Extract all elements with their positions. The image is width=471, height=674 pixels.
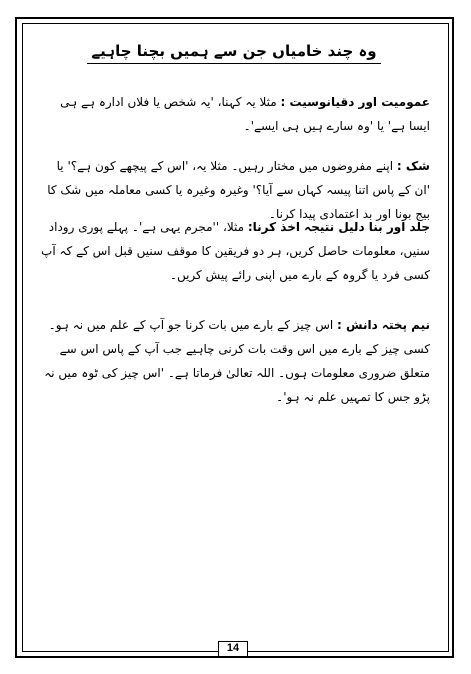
paragraph-text: مثلا، ''مجرم یہی ہے'۔ پہلے پوری روداد سنیں، معلومات حاصل کریں، ہر دو فریقین کا موقف سنیں قبل اس کے کہ آپ کسی فرد یا گروہ کے بارے میں اپنی رائے پیش کریں۔ <box>41 220 430 282</box>
paragraph-half-knowledge <box>38 313 430 409</box>
paragraph-term: نیم پختہ دانش : <box>337 318 430 332</box>
paragraph-term: عمومیت اور دقیانوسیت : <box>280 95 430 109</box>
paragraph-text: مثلا یہ کہنا، 'یہ شخص یا فلاں ادارہ ہے ہی ایسا ہے' یا 'وہ سارے ہیں ہی ایسے'۔ <box>60 95 430 133</box>
page-title <box>38 40 430 64</box>
page-content <box>38 40 430 404</box>
paragraph-term: جلد اور بنا دلیل نتیجہ اخذ کرنا: <box>247 220 430 234</box>
page-title-text: وہ چند خامیاں جن سے ہمیں بچنا چاہیے <box>87 40 380 64</box>
paragraph-term: شک : <box>396 159 430 173</box>
paragraph-hasty-conclusion <box>38 215 430 287</box>
page-number: 14 <box>218 641 248 657</box>
paragraph-text: اپنے مفروضوں میں مختار رہیں۔ مثلا یہ، 'اس کے پیچھے کون ہے؟' یا 'ان کے پاس اتنا پیسہ کہاں سے آیا؟' وغیرہ وغیرہ یا کسی معاملہ میں شک کا بیج بونا اور بد اعتمادی پیدا کرنا۔ <box>47 159 430 221</box>
paragraph-text: اس چیز کے بارے میں بات کرنا جو آپ کے علم میں نہ ہو۔ کسی چیز کے بارے میں اس وقت بات کرنی چاہیے جب آپ کے پاس اس سے متعلق ضروری معلومات ہوں۔ اللہ تعالیٰ فرماتا ہے۔ 'اس چیز کی ٹوہ میں نہ پڑو جس کا تمہیں علم نہ ہو'۔ <box>44 318 430 404</box>
paragraph-generalization <box>38 90 430 138</box>
